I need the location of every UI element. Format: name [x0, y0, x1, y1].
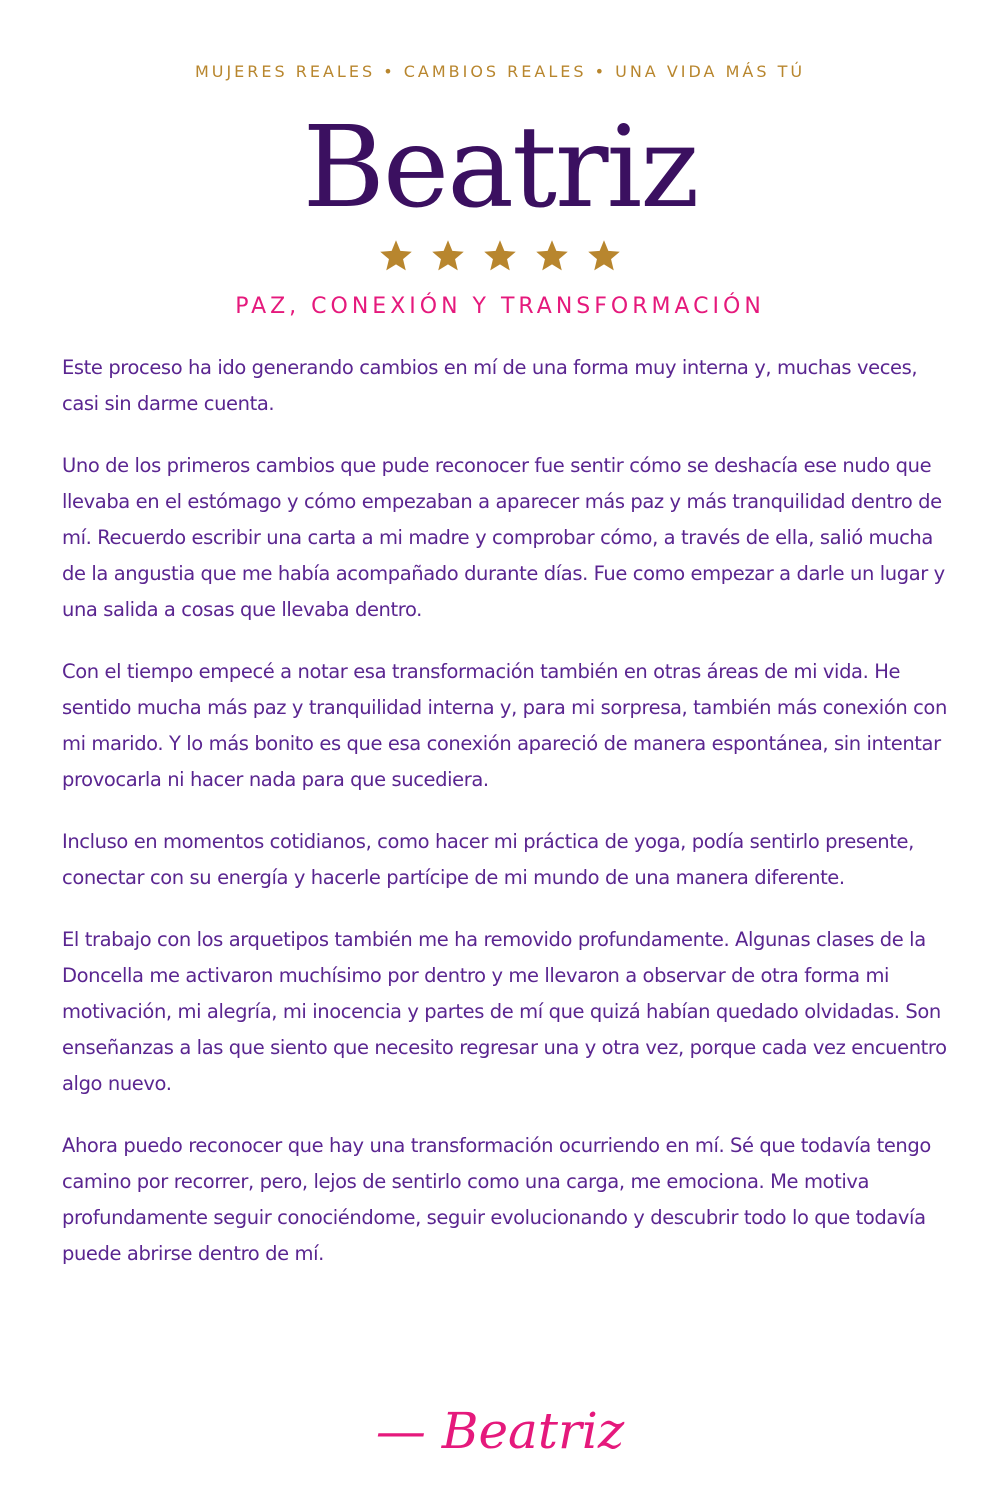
paragraph: Ahora puedo reconocer que hay una transformación ocurriendo en mí. Sé que todavía tengo camino por recorrer, pero, lejos de sentirlo como una carga, me emociona. Me motiva profundamente seguir conociéndome, seguir evolucionando y descubrir todo lo que todavía puede abrirse dentro de mí. [62, 1134, 931, 1265]
star-icon [586, 238, 622, 274]
signature: — Beatriz [375, 1402, 625, 1460]
page-title: Beatriz [302, 103, 698, 233]
testimonial-body [62, 350, 952, 1298]
star-icon [534, 238, 570, 274]
paragraph: Con el tiempo empecé a notar esa transformación también en otras áreas de mi vida. He sentido mucha más paz y tranquilidad interna y, para mi sorpresa, también más conexión con mi marido. Y lo más bonito es que esa conexión apareció de manera espontánea, sin intentar provocarla ni hacer nada para que sucediera. [62, 660, 947, 791]
paragraph: Incluso en momentos cotidianos, como hacer mi práctica de yoga, podía sentirlo presente, conectar con su energía y hacerle partícipe de mi mundo de una manera diferente. [62, 830, 914, 889]
star-icon [482, 238, 518, 274]
subtitle: PAZ, CONEXIÓN Y TRANSFORMACIÓN [235, 294, 765, 319]
star-icon [378, 238, 414, 274]
paragraph: El trabajo con los arquetipos también me ha removido profundamente. Algunas clases de la Doncella me activaron muchísimo por dentro y me llevaron a observar de otra forma mi motivación, mi alegría, mi inocencia y partes de mí que quizá habían quedado olvidadas. Son enseñanzas a las que siento que necesito regresar una y otra vez, porque cada vez encuentro algo nuevo. [62, 928, 947, 1095]
paragraph: Este proceso ha ido generando cambios en mí de una forma muy interna y, muchas veces, casi sin darme cuenta. [62, 356, 918, 415]
star-icon [430, 238, 466, 274]
star-rating [0, 238, 1000, 274]
tagline: MUJERES REALES • CAMBIOS REALES • UNA VIDA MÁS TÚ [194, 62, 806, 81]
paragraph: Uno de los primeros cambios que pude reconocer fue sentir cómo se deshacía ese nudo que llevaba en el estómago y cómo empezaban a aparecer más paz y más tranquilidad dentro de mí. Recuerdo escribir una carta a mi madre y comprobar cómo, a través de ella, salió mucha de la angustia que me había acompañado durante días. Fue como empezar a darle un lugar y una salida a cosas que llevaba dentro. [62, 454, 945, 621]
